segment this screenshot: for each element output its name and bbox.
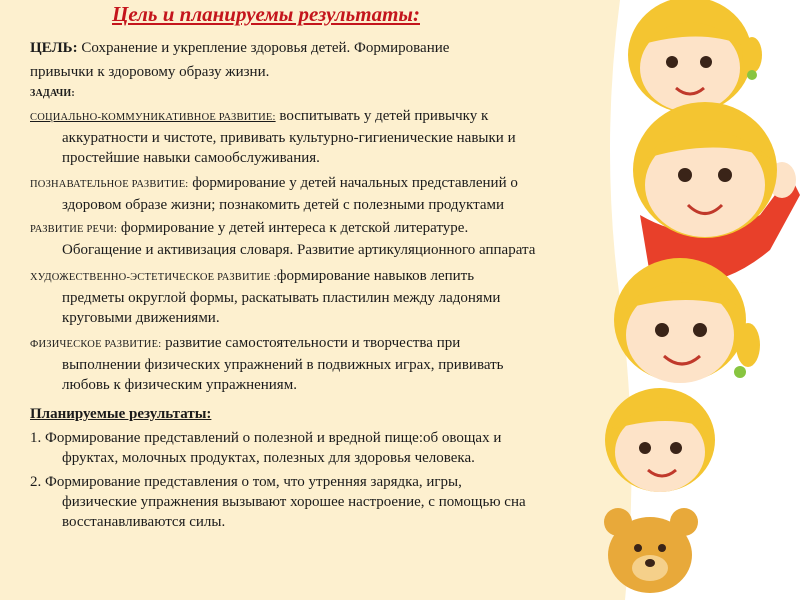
kid-head-3 (614, 258, 760, 383)
physical-label: ФИЗИЧЕСКОЕ РАЗВИТИЕ: (30, 339, 162, 350)
social-text-1: воспитывать у детей привычку к (275, 108, 489, 124)
goal-text-2: привычки к здоровому образу жизни. (30, 64, 270, 80)
kid-head-2 (633, 102, 777, 238)
cognitive-text-1: формирование у детей начальных представлений о (188, 175, 518, 191)
physical-text-3: любовь к физическим упражнениям. (62, 377, 297, 393)
white-panel (610, 0, 800, 600)
social-text-3: простейшие навыки самообслуживания. (62, 150, 320, 166)
result-1-line-2: фруктах, молочных продуктах, полезных для здоровья человека. (62, 450, 475, 466)
goal-text-1: Сохранение и укрепление здоровья детей. Формирование (77, 40, 450, 56)
result-2-line-3: восстанавливаются силы. (62, 514, 226, 530)
speech-text-1: формирование у детей интереса к детской литературе. (117, 220, 469, 236)
art-label: ХУДОЖЕСТВЕННО-ЭСТЕТИЧЕСКОЕ РАЗВИТИЕ : (30, 272, 277, 283)
goal-label: ЦЕЛЬ: (30, 40, 78, 56)
social-text-2: аккуратности и чистоте, прививать культурно-гигиенические навыки и (62, 130, 516, 146)
art-text-1: формирование навыков лепить (276, 268, 475, 284)
physical-block (30, 333, 630, 395)
result-2-line-1: 2. Формирование представления о том, что утренняя зарядка, игры, (30, 474, 462, 490)
red-shirt (640, 175, 800, 283)
physical-text-2: выполнении физических упражнений в подвижных играх, прививать (62, 357, 504, 373)
result-2-line-2: физические упражнения вызывают хорошее настроение, с помощью сна (62, 494, 526, 510)
art-text-2: предметы округлой формы, раскатывать пластилин между ладонями (62, 290, 501, 306)
slide-title: Цель и планируемы результаты: (112, 2, 420, 26)
result-1-line-1: 1. Формирование представлений о полезной и вредной пище:об овощах и (30, 430, 502, 446)
cognitive-block (30, 173, 630, 215)
goal-block (30, 38, 630, 82)
physical-text-1: развитие самостоятельности и творчества при (161, 335, 461, 351)
art-text-3: круговыми движениями. (62, 310, 220, 326)
art-block (30, 266, 630, 328)
tasks-label: ЗАДАЧИ: (30, 88, 75, 99)
social-block (30, 106, 630, 168)
speech-text-2: Обогащение и активизация словаря. Развитие артикуляционного аппарата (62, 242, 536, 258)
cognitive-text-2: здоровом образе жизни; познакомить детей с полезными продуктами (62, 197, 505, 213)
social-label: СОЦИАЛЬНО-КОММУНИКАТИВНОЕ РАЗВИТИЕ: (30, 112, 276, 123)
waving-hand (768, 162, 796, 198)
speech-label: РАЗВИТИЕ РЕЧИ: (30, 224, 118, 235)
cognitive-label: ПОЗНАВАТЕЛЬНОЕ РАЗВИТИЕ: (30, 179, 189, 190)
speech-block (30, 218, 630, 260)
results-heading: Планируемые результаты: (30, 406, 212, 422)
kid-head-1 (628, 0, 762, 113)
results-block (30, 404, 630, 532)
